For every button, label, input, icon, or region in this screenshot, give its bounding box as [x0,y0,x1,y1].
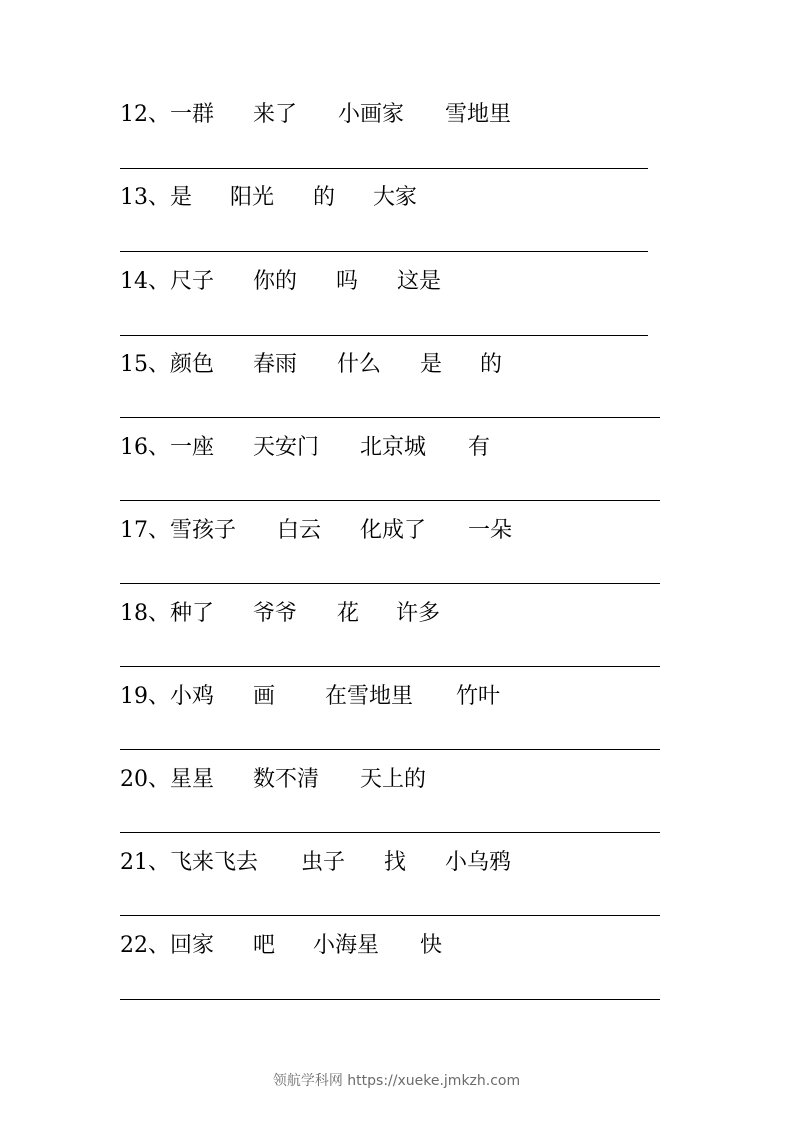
answer-line[interactable] [120,251,648,252]
question-number: 21、 [120,850,170,875]
question-12 [120,99,512,131]
word-card: 白云 [277,518,322,543]
word-card: 吧 [253,933,276,958]
word-card: 飞来飞去 [170,850,259,875]
word-card: 种了 [170,601,215,626]
word-card: 是 [170,185,193,210]
answer-line[interactable] [120,832,660,833]
answer-line[interactable] [120,583,660,584]
question-17 [120,515,513,547]
word-card: 吗 [336,269,359,294]
word-card: 有 [468,435,491,460]
page-footer: 领航学科网 https://xueke.jmkzh.com [272,1073,521,1089]
question-21 [120,847,512,879]
word-card: 天上的 [360,767,427,792]
question-number: 18、 [120,601,170,626]
question-number: 15、 [120,352,170,377]
question-number: 13、 [120,185,170,210]
word-card: 这是 [397,269,442,294]
word-card: 大家 [373,185,418,210]
word-card: 是 [420,352,443,377]
word-card: 小鸡 [170,684,215,709]
word-card: 雪孩子 [170,518,237,543]
answer-line[interactable] [120,417,660,418]
word-card: 竹叶 [456,684,501,709]
answer-line[interactable] [120,915,660,916]
question-22 [120,930,443,962]
question-number: 12、 [120,102,170,127]
word-card: 找 [384,850,407,875]
word-card: 数不清 [253,767,320,792]
word-card: 的 [480,352,503,377]
word-card: 一座 [170,435,215,460]
word-card: 快 [420,933,443,958]
question-number: 20、 [120,767,170,792]
answer-line[interactable] [120,335,648,336]
word-card: 化成了 [360,518,427,543]
word-card: 小乌鸦 [445,850,512,875]
word-card: 天安门 [253,435,320,460]
question-20 [120,764,427,796]
word-card: 颜色 [170,352,215,377]
question-number: 19、 [120,684,170,709]
word-card: 来了 [253,102,298,127]
question-number: 14、 [120,269,170,294]
word-card: 阳光 [230,185,275,210]
question-number: 22、 [120,933,170,958]
word-card: 一朵 [468,518,513,543]
word-card: 在雪地里 [325,684,414,709]
word-card: 花 [337,601,360,626]
word-card: 一群 [170,102,215,127]
word-card: 雪地里 [445,102,512,127]
word-card: 什么 [337,352,382,377]
word-card: 北京城 [360,435,427,460]
question-number: 17、 [120,518,170,543]
word-card: 的 [313,185,336,210]
word-card: 小海星 [313,933,380,958]
word-card: 你的 [253,269,298,294]
word-card: 爷爷 [253,601,298,626]
word-card: 尺子 [170,269,215,294]
word-card: 虫子 [301,850,346,875]
question-19 [120,681,501,713]
word-card: 许多 [396,601,441,626]
answer-line[interactable] [120,500,660,501]
word-card: 春雨 [253,352,298,377]
word-card: 星星 [170,767,215,792]
question-15 [120,349,503,381]
word-card: 小画家 [338,102,405,127]
question-14 [120,266,442,298]
answer-line[interactable] [120,999,660,1000]
answer-line[interactable] [120,168,648,169]
answer-line[interactable] [120,749,660,750]
question-13 [120,182,418,214]
question-16 [120,432,491,464]
question-number: 16、 [120,435,170,460]
answer-line[interactable] [120,666,660,667]
question-18 [120,598,441,630]
word-card: 回家 [170,933,215,958]
word-card: 画 [253,684,276,709]
